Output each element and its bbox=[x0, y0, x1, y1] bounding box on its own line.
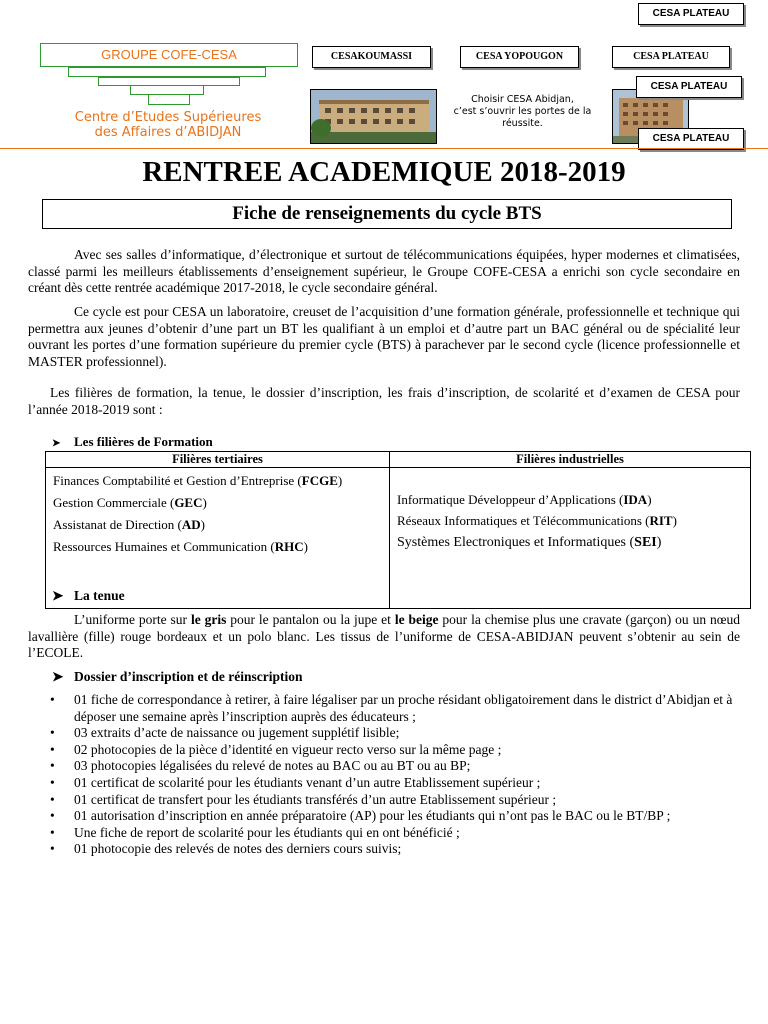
slogan-line1: Choisir CESA Abidjan, bbox=[471, 94, 574, 105]
filiere-sei-end: ) bbox=[656, 534, 662, 550]
col-tertiaires-header: Filières tertiaires bbox=[46, 452, 390, 468]
campus-plateau-box-2 bbox=[636, 76, 742, 98]
tenue-text-3: pour la chemise plus une cravate (garçon) ou un nœud lavallière (fille) rouge bordeaux et un polo blanc. Les tissus de l’uniforme de CESA-ABIDJAN peuvent s’obtenir au sein de l’ECOLE. bbox=[28, 612, 740, 661]
filiere-fcge-end: ) bbox=[337, 473, 343, 488]
dossier-item-text: 03 extraits d’acte de naissance ou jugement supplétif lisible; bbox=[74, 725, 400, 741]
campus-plateau-label: CESA PLATEAU bbox=[633, 51, 709, 62]
bullet-icon: • bbox=[50, 774, 55, 790]
logo-center-line1: Centre d’Etudes Supérieures bbox=[74, 110, 262, 125]
filiere-ad-code: AD bbox=[181, 517, 201, 532]
filiere-ida-code: IDA bbox=[623, 492, 648, 507]
campus-plateau-box-3 bbox=[638, 128, 744, 150]
list-item bbox=[50, 758, 740, 775]
slogan-line3: réussite. bbox=[502, 118, 543, 129]
logo-tier-1 bbox=[68, 67, 266, 77]
filiere-fcge-code: FCGE bbox=[301, 473, 338, 488]
filiere-rit-end: ) bbox=[672, 512, 677, 528]
list-item bbox=[50, 742, 740, 759]
bullet-icon: • bbox=[50, 725, 55, 741]
col-industrielles-header: Filières industrielles bbox=[390, 452, 751, 468]
bullet-icon: • bbox=[50, 692, 55, 707]
subtitle-box bbox=[42, 199, 732, 229]
list-item bbox=[50, 825, 740, 842]
tenue-text-1: L’uniforme porte sur bbox=[74, 612, 191, 627]
tenue-heading bbox=[52, 588, 125, 604]
dossier-list bbox=[50, 692, 740, 858]
filiere-gec-end: ) bbox=[202, 495, 207, 510]
dossier-item-text: 03 photocopies légalisées du relevé de notes au BAC ou au BT ou au BP; bbox=[74, 758, 471, 774]
slogan bbox=[440, 94, 605, 130]
bullet-icon: • bbox=[50, 808, 55, 824]
slogan-line2: c’est s’ouvrir les portes de la bbox=[453, 106, 592, 117]
campus-yopougon-label: CESA YOPOUGON bbox=[475, 51, 564, 62]
tenue-beige: le beige bbox=[394, 612, 439, 627]
filiere-sei-code: SEI bbox=[634, 534, 657, 550]
subtitle: Fiche de renseignements du cycle BTS bbox=[232, 203, 542, 224]
page-title: RENTREE ACADEMIQUE 2018-2019 bbox=[142, 156, 626, 188]
tenue-paragraph bbox=[28, 612, 740, 662]
tenue-text-2: pour le pantalon ou la jupe et bbox=[226, 612, 395, 627]
filiere-gec-name: Gestion Commerciale ( bbox=[53, 495, 175, 510]
campus-photo-koumassi bbox=[310, 89, 437, 144]
intro-paragraph-2: Ce cycle est pour CESA un laboratoire, creuset de l’acquisition d’une formation générale, professionnelle et technique qui permettra aux jeunes d’obtenir d’une part un BT les qualifiant à un emploi et d’autre part un BAC général ou de spécialité leur ouvrant les portes d’une formation supérieure du premier cycle (BTS) à parachever par le second cycle (licence professionnelle et MASTER professionnel). bbox=[28, 304, 740, 369]
dossier-item-text: 01 autorisation d’inscription en année préparatoire (AP) pour les étudiants qui n’ont pas le BAC ou le BT/BP ; bbox=[74, 808, 671, 824]
campus-plateau-box bbox=[612, 46, 730, 68]
list-item bbox=[50, 692, 740, 725]
arrow-bullet-icon: ➤ bbox=[52, 669, 64, 684]
dossier-item-text: 01 photocopie des relevés de notes des derniers cours suivis; bbox=[74, 841, 402, 857]
arrow-bullet-icon: ➤ bbox=[52, 588, 64, 603]
logo-center-line2: des Affaires d’ABIDJAN bbox=[94, 125, 242, 140]
campus-koumassi-label: CESAKOUMASSI bbox=[330, 51, 413, 62]
logo-group-name: GROUPE COFE-CESA bbox=[101, 47, 237, 62]
logo-tier-4 bbox=[148, 94, 190, 105]
filieres-heading-text: Les filières de Formation bbox=[74, 434, 213, 449]
filiere-fcge-name: Finances Comptabilité et Gestion d’Entreprise ( bbox=[53, 473, 302, 488]
top-right-box bbox=[638, 3, 744, 25]
top-right-box-label: CESA PLATEAU bbox=[652, 8, 730, 19]
filiere-rhc-code: RHC bbox=[274, 539, 304, 554]
bullet-icon: • bbox=[50, 841, 55, 857]
filiere-rit bbox=[397, 513, 743, 530]
filieres-table bbox=[45, 451, 751, 609]
filiere-gec-code: GEC bbox=[174, 495, 203, 510]
filiere-ida-name: Informatique Développeur d’Applications ( bbox=[397, 492, 624, 507]
filiere-gec bbox=[53, 495, 382, 512]
list-item bbox=[50, 775, 740, 792]
list-item bbox=[50, 841, 740, 858]
filiere-ida bbox=[397, 492, 743, 509]
filiere-sei-name: Systèmes Electroniques et Informatiques ( bbox=[397, 534, 635, 550]
campus-plateau-label-3: CESA PLATEAU bbox=[652, 133, 730, 144]
dossier-item-text: 01 fiche de correspondance à retirer, à faire légaliser par un proche résidant obligatoirement dans le district d’Abidjan et à déposer une semaine après l’inscription auprès des éducateurs ; bbox=[74, 692, 733, 724]
dossier-heading-text: Dossier d’inscription et de réinscription bbox=[74, 669, 303, 684]
filiere-ad bbox=[53, 517, 382, 534]
campus-plateau-label-2: CESA PLATEAU bbox=[650, 81, 728, 92]
dossier-item-text: 02 photocopies de la pièce d’identité en vigueur recto verso sur la même page ; bbox=[74, 741, 502, 757]
filiere-rit-code: RIT bbox=[649, 512, 673, 528]
arrow-bullet-icon: ➤ bbox=[52, 438, 61, 449]
bullet-icon: • bbox=[50, 824, 55, 840]
filiere-rhc-name: Ressources Humaines et Communication ( bbox=[53, 539, 275, 554]
bullet-icon: • bbox=[50, 741, 55, 757]
list-item bbox=[50, 725, 740, 742]
dossier-item-text: Une fiche de report de scolarité pour les étudiants qui en ont bénéficié ; bbox=[74, 824, 460, 840]
intro-paragraph-1: Avec ses salles d’informatique, d’électronique et surtout de télécommunications équipées, hyper modernes et climatisées, classé parmi les meilleurs établissements d’enseignement supérieur, le Groupe COFE-CESA a enrichi son cycle secondaire en créant dès cette rentrée académique 2017-2018, le cycle secondaire général. bbox=[28, 247, 740, 296]
filiere-rhc-end: ) bbox=[303, 539, 308, 554]
bullet-icon: • bbox=[50, 791, 55, 807]
logo-group-box bbox=[40, 43, 298, 67]
filiere-ida-end: ) bbox=[647, 492, 652, 507]
dossier-heading bbox=[52, 669, 303, 685]
filiere-ad-name: Assistanat de Direction ( bbox=[53, 517, 182, 532]
filiere-fcge bbox=[53, 473, 382, 490]
tenue-heading-text: La tenue bbox=[74, 588, 125, 603]
filiere-rit-name: Réseaux Informatiques et Télécommunications ( bbox=[397, 512, 650, 528]
tenue-gris: le gris bbox=[190, 612, 227, 627]
filieres-table-row bbox=[46, 468, 751, 609]
intro-paragraph-3: Les filières de formation, la tenue, le dossier d’inscription, les frais d’inscription, de scolarité et d’examen de CESA pour l’année 2018-2019 sont : bbox=[28, 385, 740, 417]
filiere-ad-end: ) bbox=[200, 517, 206, 532]
logo-center-name bbox=[30, 110, 306, 140]
header-divider bbox=[0, 148, 768, 149]
filiere-rhc bbox=[53, 539, 382, 556]
campus-yopougon-box bbox=[460, 46, 579, 68]
list-item bbox=[50, 792, 740, 809]
bullet-icon: • bbox=[50, 758, 55, 774]
dossier-item-text: 01 certificat de transfert pour les étudiants transférés d’un autre Etablissement supérieur ; bbox=[74, 791, 557, 807]
dossier-item-text: 01 certificat de scolarité pour les étudiants venant d’un autre Etablissement supérieur ; bbox=[74, 774, 541, 790]
filieres-table-header bbox=[46, 452, 751, 468]
list-item bbox=[50, 808, 740, 825]
campus-koumassi-box bbox=[312, 46, 431, 68]
industrielles-cell bbox=[390, 468, 751, 609]
filieres-heading bbox=[52, 434, 213, 450]
building-photo-1 bbox=[311, 90, 436, 143]
filiere-sei bbox=[397, 535, 743, 552]
